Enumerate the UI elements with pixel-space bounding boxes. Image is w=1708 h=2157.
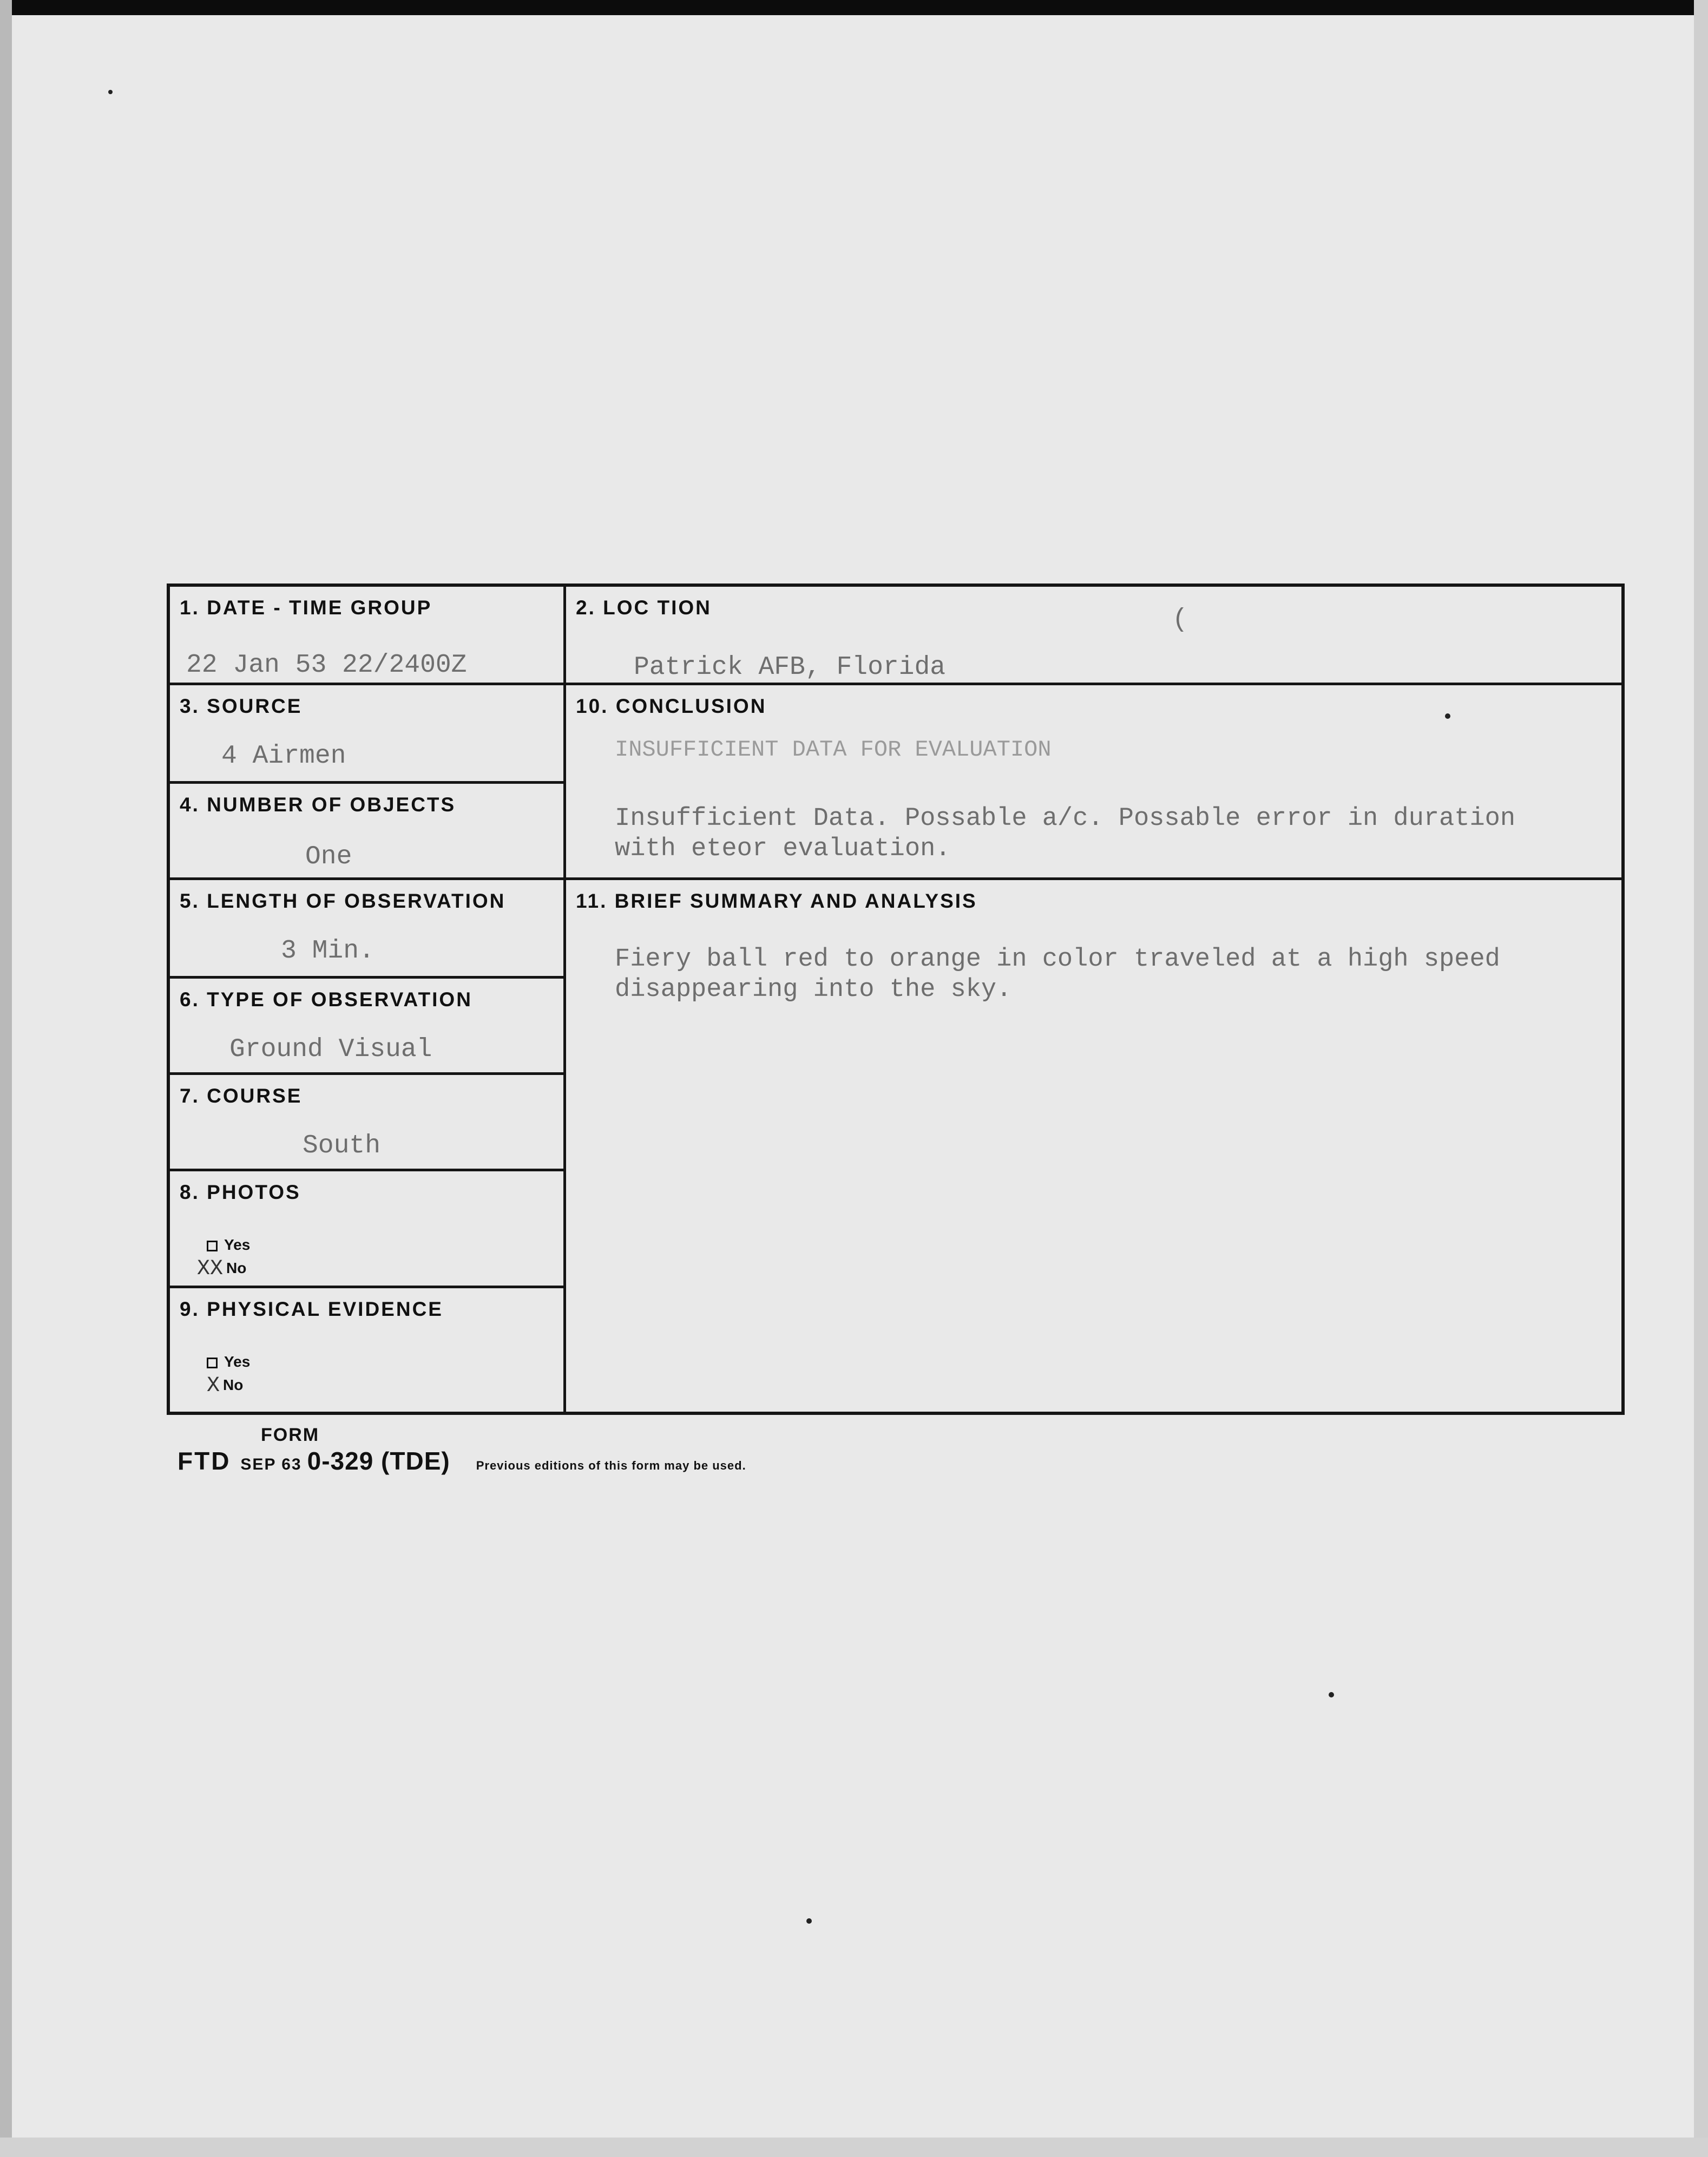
photos-no-option[interactable] <box>197 1257 246 1281</box>
physical-no-label: No <box>223 1376 244 1393</box>
photos-yes-label: Yes <box>224 1236 251 1253</box>
footer-form-number: 0-329 (TDE) <box>307 1447 450 1475</box>
location-value: Patrick AFB, Florida <box>634 653 946 682</box>
conclusion-label: 10. CONCLUSION <box>576 695 767 717</box>
length-value: 3 Min. <box>281 936 375 966</box>
conclusion-stamp: INSUFFICIENT DATA FOR EVALUATION <box>615 737 1052 763</box>
summary-line-1: Fiery ball red to orange in color traveled at a high speed <box>615 945 1500 974</box>
scan-speck <box>806 1918 812 1924</box>
photos-no-label: No <box>226 1259 247 1276</box>
conclusion-line-2: with eteor evaluation. <box>615 835 951 863</box>
type-cell <box>170 979 566 1075</box>
scan-left-border <box>0 0 12 2157</box>
date-time-label: 1. DATE - TIME GROUP <box>180 596 432 619</box>
conclusion-cell <box>566 685 1625 880</box>
footer-date: SEP 63 <box>240 1456 302 1473</box>
footer-note: Previous editions of this form may be used. <box>476 1459 746 1472</box>
length-label: 5. LENGTH OF OBSERVATION <box>180 890 506 912</box>
course-cell <box>170 1075 566 1171</box>
location-mark: ( <box>1172 605 1188 634</box>
type-label: 6. TYPE OF OBSERVATION <box>180 988 472 1011</box>
course-value: South <box>303 1131 381 1161</box>
objects-cell <box>170 784 566 880</box>
photos-no-check-mark[interactable]: XX <box>197 1257 224 1281</box>
photos-yes-checkbox[interactable] <box>207 1241 218 1251</box>
form-footer <box>178 1446 746 1476</box>
scan-speck <box>1329 1692 1334 1697</box>
location-label: 2. LOC TION <box>576 596 712 619</box>
scan-speck <box>1445 713 1450 719</box>
date-time-value: 22 Jan 53 22/2400Z <box>186 651 467 680</box>
physical-yes-label: Yes <box>224 1353 251 1370</box>
summary-cell <box>566 880 1625 1412</box>
footer-form-word: FORM <box>261 1425 320 1445</box>
report-form <box>167 583 1625 1415</box>
source-label: 3. SOURCE <box>180 695 303 717</box>
length-cell <box>170 880 566 979</box>
summary-label: 11. BRIEF SUMMARY AND ANALYSIS <box>576 890 977 912</box>
physical-yes-option[interactable] <box>207 1353 250 1371</box>
scan-right-border <box>1694 0 1708 2157</box>
physical-yes-checkbox[interactable] <box>207 1358 218 1368</box>
source-value: 4 Airmen <box>221 742 346 771</box>
physical-no-option[interactable] <box>207 1374 243 1398</box>
footer-ftd: FTD <box>178 1447 231 1475</box>
physical-evidence-label: 9. PHYSICAL EVIDENCE <box>180 1298 443 1320</box>
objects-value: One <box>305 842 352 871</box>
physical-no-check-mark[interactable]: X <box>207 1374 220 1398</box>
scan-bottom-border <box>0 2138 1708 2157</box>
photos-label: 8. PHOTOS <box>180 1181 301 1203</box>
physical-evidence-cell <box>170 1288 566 1412</box>
conclusion-line-1: Insufficient Data. Possable a/c. Possable error in duration <box>615 804 1516 833</box>
photos-cell <box>170 1171 566 1288</box>
scan-top-border <box>0 0 1708 15</box>
summary-line-2: disappearing into the sky. <box>615 975 1012 1004</box>
location-cell <box>566 587 1625 685</box>
source-cell <box>170 685 566 784</box>
course-label: 7. COURSE <box>180 1085 303 1107</box>
objects-label: 4. NUMBER OF OBJECTS <box>180 794 456 816</box>
photos-yes-option[interactable] <box>207 1236 250 1254</box>
type-value: Ground Visual <box>229 1035 432 1064</box>
date-time-cell <box>170 587 566 685</box>
scan-speck <box>108 90 113 94</box>
